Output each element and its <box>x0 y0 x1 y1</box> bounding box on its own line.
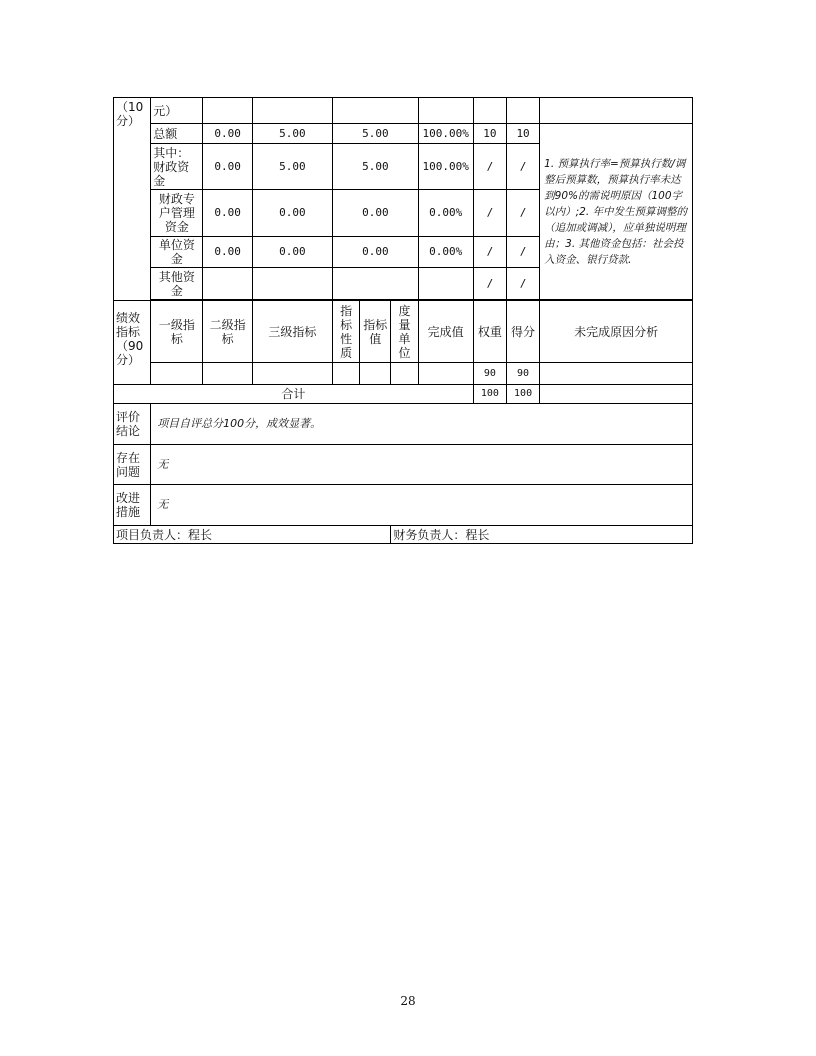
conclusion-text: 项目自评总分100分，成效显著。 <box>151 404 693 445</box>
budget-weight: / <box>473 144 506 190</box>
header-score: 得分 <box>506 301 539 363</box>
budget-weight: / <box>473 268 506 300</box>
total-weight: 100 <box>473 385 506 404</box>
empty-cell <box>360 363 391 385</box>
empty-cell <box>333 363 360 385</box>
header-weight: 权重 <box>473 301 506 363</box>
budget-weight: / <box>473 237 506 268</box>
budget-execution-rate: 100.00% <box>418 144 473 190</box>
budget-adjusted-value: 5.00 <box>252 124 332 144</box>
empty-cell <box>203 363 252 385</box>
measures-label: 改进措施 <box>114 485 151 526</box>
empty-cell <box>418 98 473 124</box>
header-value: 指标值 <box>360 301 391 363</box>
budget-section-label: （10分） <box>114 98 151 301</box>
budget-execution-rate: 0.00% <box>418 190 473 237</box>
budget-weight: / <box>473 190 506 237</box>
budget-score: / <box>506 268 539 300</box>
budget-adjusted-value: 5.00 <box>252 144 332 190</box>
budget-weight: 10 <box>473 124 506 144</box>
total-label: 合计 <box>114 385 474 404</box>
performance-section-label: 绩效指标（90分） <box>114 301 151 385</box>
budget-row-label: 其他资金 <box>151 268 203 300</box>
conclusion-label: 评价结论 <box>114 404 151 445</box>
budget-note: 1. 预算执行率=预算执行数/调整后预算数，预算执行率未达到90%的需说明原因（100字以内）;2. 年中发生预算调整的（追加或调减），应单独说明理由；3. 其他资金包括：社会投入资金、银行贷款. <box>540 124 693 300</box>
problems-label: 存在问题 <box>114 445 151 485</box>
budget-initial-value <box>203 268 252 300</box>
empty-cell <box>203 98 252 124</box>
empty-cell <box>252 98 332 124</box>
empty-cell <box>540 98 693 124</box>
budget-unit-label: 元） <box>151 98 203 124</box>
empty-cell <box>540 385 693 404</box>
empty-cell <box>252 363 332 385</box>
finance-lead: 财务负责人：程长 <box>391 526 693 544</box>
header-unit: 度量单位 <box>391 301 418 363</box>
header-level2: 二级指标 <box>203 301 252 363</box>
empty-cell <box>391 363 418 385</box>
header-level1: 一级指标 <box>151 301 203 363</box>
project-lead: 项目负责人：程长 <box>114 526 391 544</box>
budget-score: / <box>506 237 539 268</box>
budget-adjusted-value: 0.00 <box>252 237 332 268</box>
budget-initial-value: 0.00 <box>203 144 252 190</box>
budget-initial-value: 0.00 <box>203 190 252 237</box>
empty-cell <box>418 363 473 385</box>
budget-execution-rate: 100.00% <box>418 124 473 144</box>
empty-cell <box>506 98 539 124</box>
header-done: 完成值 <box>418 301 473 363</box>
header-level3: 三级指标 <box>252 301 332 363</box>
budget-execution-rate: 0.00% <box>418 237 473 268</box>
budget-executed-value: 0.00 <box>333 190 418 237</box>
budget-adjusted-value: 0.00 <box>252 190 332 237</box>
header-nature: 指标性质 <box>333 301 360 363</box>
budget-score: / <box>506 144 539 190</box>
empty-cell <box>333 98 418 124</box>
page-number: 28 <box>400 994 416 1008</box>
budget-row-label: 单位资金 <box>151 237 203 268</box>
performance-evaluation-table <box>113 97 693 544</box>
budget-row-label: 财政专户管理资金 <box>151 190 203 237</box>
empty-cell <box>473 98 506 124</box>
performance-weight: 90 <box>473 363 506 385</box>
budget-row-label: 其中：财政资金 <box>151 144 203 190</box>
problems-text: 无 <box>151 445 693 485</box>
budget-executed-value: 5.00 <box>333 124 418 144</box>
budget-executed-value <box>333 268 418 300</box>
budget-row-label: 总额 <box>151 124 203 144</box>
budget-executed-value: 0.00 <box>333 237 418 268</box>
budget-initial-value: 0.00 <box>203 237 252 268</box>
budget-initial-value: 0.00 <box>203 124 252 144</box>
header-reason: 未完成原因分析 <box>540 301 693 363</box>
measures-text: 无 <box>151 485 693 526</box>
budget-score: 10 <box>506 124 539 144</box>
empty-cell <box>540 363 693 385</box>
performance-score: 90 <box>506 363 539 385</box>
total-score: 100 <box>506 385 539 404</box>
budget-score: / <box>506 190 539 237</box>
empty-cell <box>151 363 203 385</box>
budget-adjusted-value <box>252 268 332 300</box>
budget-execution-rate <box>418 268 473 300</box>
budget-executed-value: 5.00 <box>333 144 418 190</box>
